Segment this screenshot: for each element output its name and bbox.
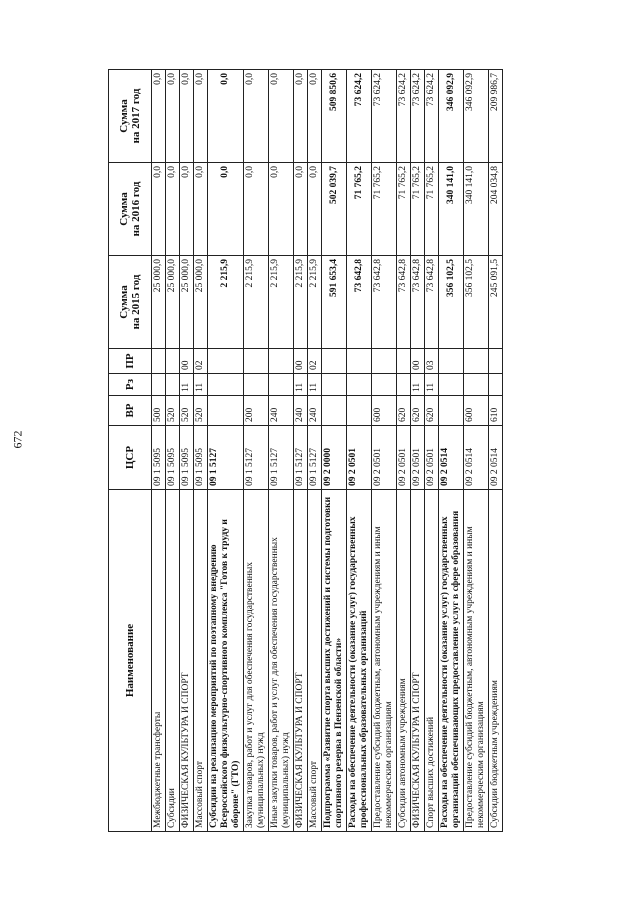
table-row: [425, 70, 439, 832]
cell-sum-2016: 0,0: [180, 163, 194, 256]
header-sum-2015: Сумма на 2015 год: [109, 256, 152, 349]
cell-csr: 09 1 5127: [294, 426, 308, 490]
cell-pr: 00: [180, 349, 194, 374]
cell-vr: 600: [372, 396, 397, 426]
cell-sum-2017: 73 624,2: [397, 70, 411, 163]
table-body: [152, 70, 503, 832]
cell-sum-2017: 0,0: [180, 70, 194, 163]
cell-name: Массовый спорт: [194, 490, 208, 832]
cell-name: Субсидии автономным учреждениям: [397, 490, 411, 832]
cell-sum-2015: 2 215,9: [308, 256, 322, 349]
cell-sum-2017: 346 092,9: [439, 70, 464, 163]
cell-csr: 09 2 0501: [372, 426, 397, 490]
cell-name: Субсидии бюджетным учреждениям: [489, 490, 503, 832]
cell-sum-2015: 73 642,8: [425, 256, 439, 349]
cell-pr: [322, 349, 347, 374]
cell-sum-2015: 25 000,0: [166, 256, 180, 349]
cell-csr: 09 2 0501: [347, 426, 372, 490]
cell-sum-2017: 509 850,6: [322, 70, 347, 163]
cell-pr: [208, 349, 244, 374]
cell-vr: 520: [180, 396, 194, 426]
header-sum-2017: Сумма на 2017 год: [109, 70, 152, 163]
cell-rz: [464, 374, 489, 396]
cell-sum-2015: 356 102,5: [464, 256, 489, 349]
cell-csr: 09 1 5095: [152, 426, 166, 490]
cell-name: ФИЗИЧЕСКАЯ КУЛЬТУРА И СПОРТ: [411, 490, 425, 832]
cell-rz: 11: [180, 374, 194, 396]
cell-sum-2015: 73 642,8: [397, 256, 411, 349]
cell-pr: 02: [308, 349, 322, 374]
cell-csr: 09 2 0000: [322, 426, 347, 490]
cell-rz: [152, 374, 166, 396]
cell-pr: 03: [425, 349, 439, 374]
cell-name: Предоставление субсидий бюджетным, автономным учреждениям и иным некоммерческим организациям: [372, 490, 397, 832]
cell-rz: [166, 374, 180, 396]
cell-sum-2016: 71 765,2: [347, 163, 372, 256]
table-row: [244, 70, 269, 832]
cell-sum-2015: 73 642,8: [347, 256, 372, 349]
cell-name: ФИЗИЧЕСКАЯ КУЛЬТУРА И СПОРТ: [294, 490, 308, 832]
table-row: [489, 70, 503, 832]
cell-csr: 09 1 5095: [166, 426, 180, 490]
cell-pr: [269, 349, 294, 374]
cell-name: Спорт высших достижений: [425, 490, 439, 832]
cell-sum-2017: 0,0: [294, 70, 308, 163]
table-row: [439, 70, 464, 832]
cell-rz: [244, 374, 269, 396]
cell-sum-2016: 71 765,2: [372, 163, 397, 256]
cell-vr: 620: [397, 396, 411, 426]
cell-sum-2015: 2 215,9: [294, 256, 308, 349]
table-row: [322, 70, 347, 832]
cell-vr: [347, 396, 372, 426]
cell-sum-2017: 0,0: [152, 70, 166, 163]
cell-sum-2015: 25 000,0: [194, 256, 208, 349]
cell-sum-2015: 2 215,9: [244, 256, 269, 349]
cell-pr: [439, 349, 464, 374]
table-row: [294, 70, 308, 832]
table-row: [166, 70, 180, 832]
table-row: [372, 70, 397, 832]
cell-csr: 09 2 0501: [397, 426, 411, 490]
cell-rz: [489, 374, 503, 396]
cell-rz: [372, 374, 397, 396]
cell-vr: [322, 396, 347, 426]
cell-pr: [166, 349, 180, 374]
cell-sum-2016: 204 034,8: [489, 163, 503, 256]
header-pr: ПР: [109, 349, 152, 374]
page-number: 672: [10, 430, 25, 449]
cell-sum-2017: 0,0: [269, 70, 294, 163]
cell-sum-2016: 71 765,2: [411, 163, 425, 256]
cell-rz: [397, 374, 411, 396]
header-vr: ВР: [109, 396, 152, 426]
cell-sum-2017: 0,0: [244, 70, 269, 163]
cell-sum-2016: 0,0: [308, 163, 322, 256]
cell-name: Расходы на обеспечение деятельности (оказание услуг) государственных организаций обеспечивающих предоставление услуг в сфере образования: [439, 490, 464, 832]
cell-name: Субсидии: [166, 490, 180, 832]
cell-sum-2015: 2 215,9: [208, 256, 244, 349]
cell-csr: 09 2 0514: [464, 426, 489, 490]
cell-sum-2016: 0,0: [166, 163, 180, 256]
cell-rz: [269, 374, 294, 396]
cell-vr: 200: [244, 396, 269, 426]
cell-csr: 09 1 5127: [308, 426, 322, 490]
table-row: [208, 70, 244, 832]
cell-sum-2017: 0,0: [308, 70, 322, 163]
cell-name: Подпрограмма «Развитие спорта высших достижений и системы подготовки спортивного резерва в Пензенской области»: [322, 490, 347, 832]
header-sum-2016: Сумма на 2016 год: [109, 163, 152, 256]
header-rz: Рз: [109, 374, 152, 396]
cell-csr: 09 2 0514: [439, 426, 464, 490]
cell-sum-2017: 0,0: [208, 70, 244, 163]
cell-vr: 520: [166, 396, 180, 426]
cell-sum-2015: 73 642,8: [372, 256, 397, 349]
table-header-row: [109, 70, 152, 832]
cell-csr: 09 2 0501: [425, 426, 439, 490]
cell-vr: 500: [152, 396, 166, 426]
cell-pr: [372, 349, 397, 374]
cell-sum-2015: 25 000,0: [180, 256, 194, 349]
cell-pr: [397, 349, 411, 374]
cell-rz: 11: [308, 374, 322, 396]
cell-csr: 09 2 0514: [489, 426, 503, 490]
cell-vr: 240: [308, 396, 322, 426]
cell-csr: 09 1 5095: [194, 426, 208, 490]
cell-name: Массовый спорт: [308, 490, 322, 832]
cell-sum-2015: 591 653,4: [322, 256, 347, 349]
cell-sum-2017: 209 986,7: [489, 70, 503, 163]
table-row: [464, 70, 489, 832]
cell-csr: 09 1 5095: [180, 426, 194, 490]
cell-rz: 11: [425, 374, 439, 396]
cell-rz: [347, 374, 372, 396]
cell-csr: 09 2 0501: [411, 426, 425, 490]
cell-sum-2016: 0,0: [244, 163, 269, 256]
cell-sum-2016: 0,0: [152, 163, 166, 256]
cell-vr: [208, 396, 244, 426]
cell-pr: 02: [194, 349, 208, 374]
cell-rz: [208, 374, 244, 396]
cell-sum-2016: 0,0: [194, 163, 208, 256]
budget-table: [108, 69, 503, 832]
cell-name: Иные закупки товаров, работ и услуг для обеспечения государственных (муниципальных) нужд: [269, 490, 294, 832]
cell-pr: 00: [294, 349, 308, 374]
cell-sum-2017: 73 624,2: [347, 70, 372, 163]
cell-vr: 620: [425, 396, 439, 426]
cell-name: Предоставление субсидий бюджетным, автономным учреждениям и иным некоммерческим организациям: [464, 490, 489, 832]
cell-vr: 520: [194, 396, 208, 426]
cell-sum-2016: 340 141,0: [464, 163, 489, 256]
cell-pr: [489, 349, 503, 374]
cell-sum-2016: 340 141,0: [439, 163, 464, 256]
cell-vr: 240: [294, 396, 308, 426]
cell-pr: [152, 349, 166, 374]
cell-sum-2017: 0,0: [194, 70, 208, 163]
cell-name: Закупка товаров, работ и услуг для обеспечения государственных (муниципальных) нужд: [244, 490, 269, 832]
cell-pr: [464, 349, 489, 374]
table-row: [152, 70, 166, 832]
cell-sum-2016: 0,0: [294, 163, 308, 256]
cell-vr: 610: [489, 396, 503, 426]
table-container: [108, 70, 563, 832]
cell-sum-2016: 502 039,7: [322, 163, 347, 256]
table-row: [347, 70, 372, 832]
cell-sum-2016: 0,0: [208, 163, 244, 256]
cell-csr: 09 1 5127: [269, 426, 294, 490]
cell-rz: 11: [411, 374, 425, 396]
cell-sum-2017: 73 624,2: [411, 70, 425, 163]
cell-rz: [439, 374, 464, 396]
cell-csr: 09 1 5127: [244, 426, 269, 490]
cell-sum-2015: 245 091,5: [489, 256, 503, 349]
cell-name: Расходы на обеспечение деятельности (оказание услуг) государственных профессиональных образовательных организаций: [347, 490, 372, 832]
cell-vr: 600: [464, 396, 489, 426]
cell-csr: 09 1 5127: [208, 426, 244, 490]
table-row: [194, 70, 208, 832]
cell-pr: 00: [411, 349, 425, 374]
cell-pr: [347, 349, 372, 374]
cell-name: Межбюджетные трансферты: [152, 490, 166, 832]
cell-sum-2016: 0,0: [269, 163, 294, 256]
cell-vr: 620: [411, 396, 425, 426]
cell-rz: 11: [294, 374, 308, 396]
header-csr: ЦСР: [109, 426, 152, 490]
cell-vr: [439, 396, 464, 426]
cell-pr: [244, 349, 269, 374]
cell-sum-2016: 71 765,2: [397, 163, 411, 256]
cell-name: Субсидии на реализацию мероприятий по поэтапному внедрению Всероссийского физкультурно-спортивного комплекса "Готов к труду и обороне" (ГТО): [208, 490, 244, 832]
table-row: [411, 70, 425, 832]
cell-vr: 240: [269, 396, 294, 426]
table-row: [397, 70, 411, 832]
cell-rz: [322, 374, 347, 396]
table-row: [269, 70, 294, 832]
cell-rz: 11: [194, 374, 208, 396]
cell-sum-2015: 73 642,8: [411, 256, 425, 349]
cell-sum-2015: 356 102,5: [439, 256, 464, 349]
cell-sum-2015: 2 215,9: [269, 256, 294, 349]
cell-sum-2017: 73 624,2: [372, 70, 397, 163]
header-name: Наименование: [109, 490, 152, 832]
table-row: [180, 70, 194, 832]
cell-sum-2017: 346 092,9: [464, 70, 489, 163]
cell-sum-2015: 25 000,0: [152, 256, 166, 349]
cell-sum-2017: 0,0: [166, 70, 180, 163]
cell-sum-2017: 73 624,2: [425, 70, 439, 163]
table-row: [308, 70, 322, 832]
cell-sum-2016: 71 765,2: [425, 163, 439, 256]
cell-name: ФИЗИЧЕСКАЯ КУЛЬТУРА И СПОРТ: [180, 490, 194, 832]
